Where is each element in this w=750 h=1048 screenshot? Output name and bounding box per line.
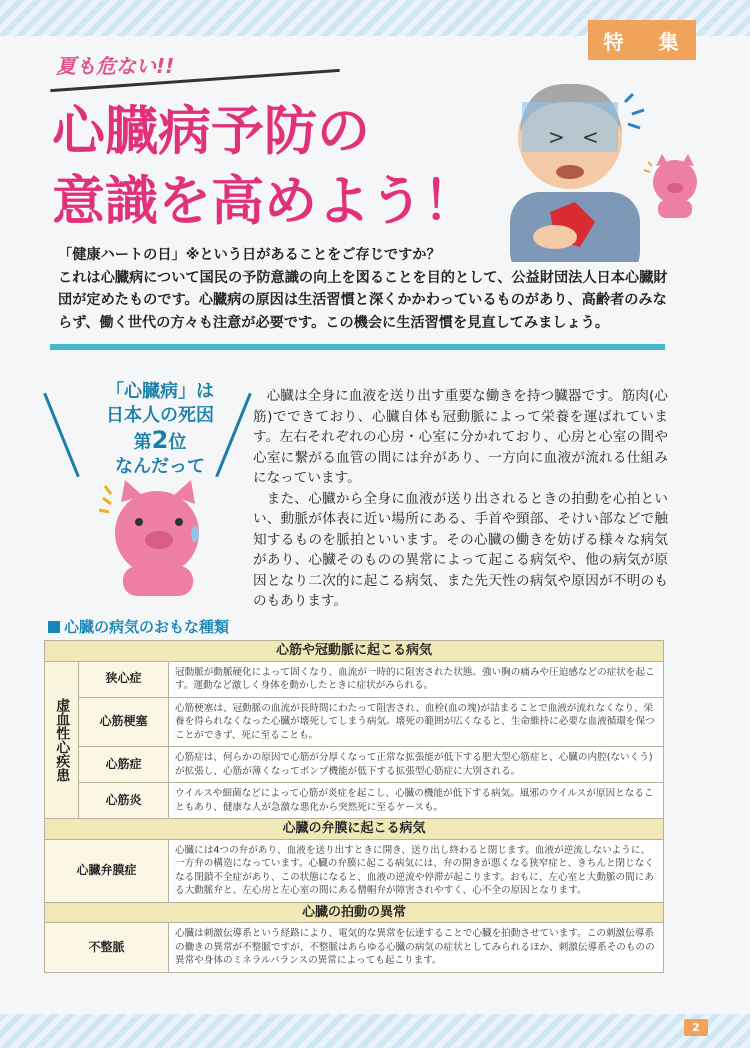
callout-rank-prefix: 第 bbox=[133, 432, 152, 453]
intro-line-2: これは心臓病について国民の予防意識の向上を図ることを目的として、公益財団法人日本心臓財団が定めたものです。心臓病の原因は生活習慣と深くかかわっているものがあり、高齢者のみならず、働く世代の方々も注意が必要です。この機会に生活習慣を見直してみましょう。 bbox=[58, 269, 668, 331]
table-row bbox=[45, 923, 664, 973]
disease-name-cell: 心筋症 bbox=[79, 747, 169, 783]
table-category-header: 心臓の拍動の異常 bbox=[45, 902, 664, 923]
disease-name-cell: 狭心症 bbox=[79, 661, 169, 697]
title-line-2: 意識を高めよう！ bbox=[52, 170, 476, 232]
table-header-row bbox=[45, 902, 664, 923]
callout-line-1: 「心臓病」は bbox=[106, 381, 214, 402]
callout-rank-suffix: 位 bbox=[168, 432, 187, 453]
body-paragraph-1: 心臓は全身に血液を送り出す重要な働きを持つ臓器です。筋肉(心筋)でできており、心臓自体も冠動脈によって栄養を運ばれています。左右それぞれの心房・心室に分かれており、心房と心室の間や心室に繋がる血管の間には弁があり、一方向に血液が流れる仕組みになっています。 bbox=[253, 388, 668, 486]
heart-disease-table bbox=[44, 640, 664, 973]
table-row bbox=[45, 783, 664, 819]
disease-name-cell: 心筋炎 bbox=[79, 783, 169, 819]
svg-text:>: > bbox=[548, 125, 565, 149]
table-section-heading bbox=[48, 616, 229, 637]
callout-rank-number: 2 bbox=[151, 426, 169, 454]
disease-desc-cell: 心臓には4つの弁があり、血液を送り出すときに開き、送り出し終わると閉じます。血液が逆流しないように、一方弁の構造になっています。心臓の弁膜に起こる病気には、弁の開きが悪くなる狭窄症と、きちんと閉じなくなる閉鎖不全症があり、この状態になると、血液の逆流や停滞が起こります。おもに、左心室と大動脈の間にある大動脈弁と、左心房と左心室の間にある僧帽弁が障害されやすく、心不全の原因となります。 bbox=[169, 839, 664, 902]
table-header-row bbox=[45, 819, 664, 840]
page-number: 2 bbox=[684, 1019, 708, 1036]
death-cause-callout bbox=[60, 380, 260, 479]
kicker-text: 夏も危ない!! bbox=[56, 54, 175, 78]
table-row bbox=[45, 661, 664, 697]
table-row bbox=[45, 747, 664, 783]
callout-line-2: 日本人の死因 bbox=[106, 405, 214, 426]
article-body bbox=[253, 386, 668, 612]
ischemic-group-cell: 虚血性心疾患 bbox=[45, 661, 79, 819]
intro-paragraph bbox=[58, 244, 678, 334]
page-title bbox=[52, 96, 502, 236]
disease-desc-cell: 心臓は刺激伝導系という経路により、電気的な異常を伝達することで心臓を拍動させています。この刺激伝導系の働きの異常が不整脈ですが、不整脈はあらゆる心臓の病気の症状としてみられるほか、刺激伝導系そのものの異常や身体のミネラルバランスの異常によっても起こります。 bbox=[169, 923, 664, 973]
disease-desc-cell: 心筋症は、何らかの原因で心筋が分厚くなって正常な拡張能が低下する肥大型心筋症と、心臓の内腔(ないくう)が拡張し、心筋が薄くなってポンプ機能が低下する拡張型心筋症に大別される。 bbox=[169, 747, 664, 783]
body-paragraph-2: また、心臓から全身に血液が送り出されるときの拍動を心拍といい、動脈が体表に近い場所にある、手首や頸部、そけい部などで触知するものを脈拍といいます。その心臓の働きを妨げる様々な病気があり、心臓そのものの異常によって起こる病気や、他の病気が原因となり二次的に起こる病気、また先天性の病気や原因が不明のものもあります。 bbox=[253, 490, 668, 609]
callout-line-4: なんだって bbox=[115, 456, 205, 477]
intro-line-1: 「健康ハートの日」※という日があることをご存じですか？ bbox=[58, 247, 441, 263]
small-pig-illustration bbox=[640, 150, 710, 220]
svg-text:<: < bbox=[582, 125, 599, 149]
table-category-header: 心臓の弁膜に起こる病気 bbox=[45, 819, 664, 840]
table-row bbox=[45, 697, 664, 747]
table-section-title: 心臓の病気のおもな種類 bbox=[64, 618, 230, 636]
disease-name-cell: 心筋梗塞 bbox=[79, 697, 169, 747]
disease-name-cell: 不整脈 bbox=[45, 923, 169, 973]
feature-label: 特 集 bbox=[588, 20, 696, 60]
disease-desc-cell: ウイルスや細菌などによって心筋が炎症を起こし、心臓の機能が低下する病気。風邪のウイルスが原因となることもあり、健康な人が急激な悪化から突然死に至るケースも。 bbox=[169, 783, 664, 819]
disease-name-cell: 心臓弁膜症 bbox=[45, 839, 169, 902]
bottom-stripe bbox=[0, 1014, 750, 1048]
title-line-1: 心臓病予防の bbox=[52, 100, 370, 162]
worried-pig-illustration bbox=[95, 478, 225, 598]
disease-desc-cell: 冠動脈が動脈硬化によって固くなり、血流が一時的に阻害された状態。強い胸の痛みや圧迫感などの症状を起こす。運動など激しく身体を動かしたときに症状がみられる。 bbox=[169, 661, 664, 697]
square-bullet-icon bbox=[48, 621, 60, 633]
table-header-row bbox=[45, 641, 664, 662]
table-row bbox=[45, 839, 664, 902]
section-divider bbox=[50, 344, 665, 350]
table-category-header: 心筋や冠動脈に起こる病気 bbox=[45, 641, 664, 662]
elderly-man-illustration bbox=[500, 62, 660, 262]
callout-line-3 bbox=[60, 428, 260, 455]
disease-desc-cell: 心筋梗塞は、冠動脈の血流が長時間にわたって阻害され、血栓(血の塊)が詰まることで血液が流れなくなり、栄養を得られなくなった心臓が壊死してしまう病気。壊死の範囲が広くなると、生命維持に必要な血液循環を保つことができず、死に至ることも。 bbox=[169, 697, 664, 747]
